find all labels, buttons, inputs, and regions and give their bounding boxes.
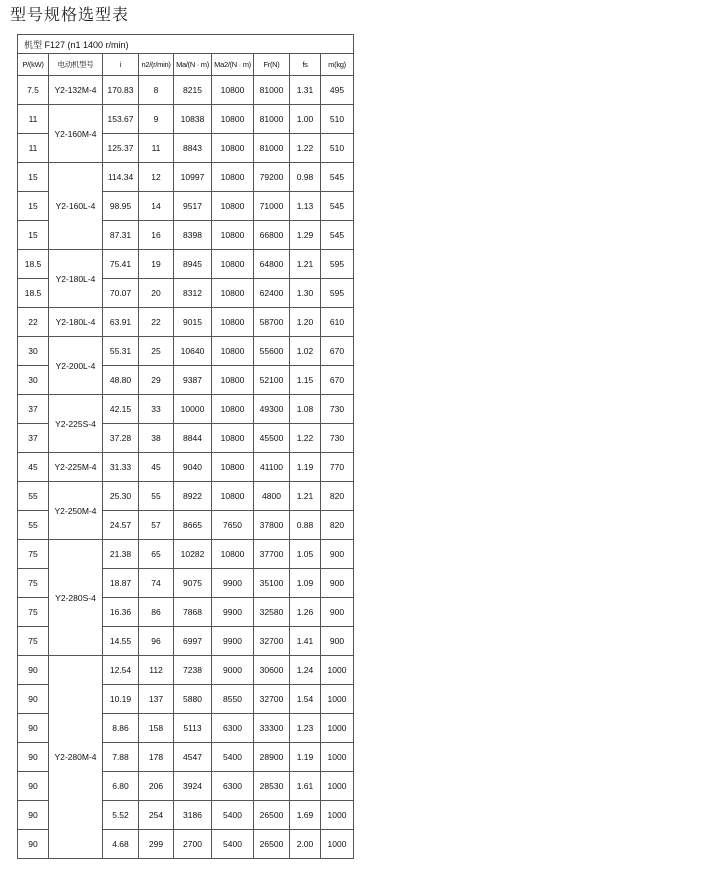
cell-power: 75 [18, 627, 49, 656]
cell-ratio: 125.37 [103, 134, 139, 163]
cell-ratio: 63.91 [103, 308, 139, 337]
header-power: P/(kW) [18, 54, 49, 76]
cell-radial-force: 81000 [254, 105, 290, 134]
cell-output-speed: 86 [139, 598, 174, 627]
cell-torque: 10997 [174, 163, 212, 192]
cell-max-torque: 10800 [212, 192, 254, 221]
cell-motor-model: Y2-160M-4 [49, 105, 103, 163]
cell-output-speed: 12 [139, 163, 174, 192]
cell-power: 90 [18, 743, 49, 772]
cell-output-speed: 14 [139, 192, 174, 221]
cell-mass: 1000 [321, 830, 354, 859]
cell-service-factor: 1.24 [290, 656, 321, 685]
cell-radial-force: 32700 [254, 627, 290, 656]
cell-radial-force: 79200 [254, 163, 290, 192]
cell-max-torque: 10800 [212, 221, 254, 250]
cell-ratio: 10.19 [103, 685, 139, 714]
cell-power: 55 [18, 511, 49, 540]
cell-service-factor: 1.19 [290, 453, 321, 482]
cell-service-factor: 0.88 [290, 511, 321, 540]
cell-ratio: 31.33 [103, 453, 139, 482]
cell-torque: 2700 [174, 830, 212, 859]
cell-service-factor: 0.98 [290, 163, 321, 192]
cell-torque: 8843 [174, 134, 212, 163]
cell-service-factor: 1.22 [290, 134, 321, 163]
cell-ratio: 14.55 [103, 627, 139, 656]
spec-table [17, 34, 354, 859]
cell-power: 15 [18, 192, 49, 221]
cell-mass: 595 [321, 250, 354, 279]
cell-mass: 1000 [321, 801, 354, 830]
cell-radial-force: 81000 [254, 76, 290, 105]
cell-output-speed: 74 [139, 569, 174, 598]
cell-output-speed: 22 [139, 308, 174, 337]
cell-max-torque: 10800 [212, 308, 254, 337]
cell-mass: 1000 [321, 743, 354, 772]
cell-output-speed: 19 [139, 250, 174, 279]
cell-power: 90 [18, 685, 49, 714]
cell-output-speed: 25 [139, 337, 174, 366]
cell-mass: 670 [321, 337, 354, 366]
table-row [18, 482, 354, 511]
table-row [18, 250, 354, 279]
cell-output-speed: 137 [139, 685, 174, 714]
cell-radial-force: 32580 [254, 598, 290, 627]
cell-torque: 10640 [174, 337, 212, 366]
cell-mass: 545 [321, 221, 354, 250]
cell-power: 75 [18, 569, 49, 598]
cell-output-speed: 29 [139, 366, 174, 395]
cell-ratio: 48.80 [103, 366, 139, 395]
cell-service-factor: 1.00 [290, 105, 321, 134]
cell-mass: 545 [321, 163, 354, 192]
cell-output-speed: 20 [139, 279, 174, 308]
cell-mass: 1000 [321, 656, 354, 685]
cell-service-factor: 1.05 [290, 540, 321, 569]
cell-max-torque: 5400 [212, 801, 254, 830]
cell-max-torque: 10800 [212, 279, 254, 308]
cell-max-torque: 5400 [212, 743, 254, 772]
header-row [18, 54, 354, 76]
cell-power: 18.5 [18, 279, 49, 308]
cell-max-torque: 10800 [212, 482, 254, 511]
cell-radial-force: 45500 [254, 424, 290, 453]
cell-service-factor: 1.02 [290, 337, 321, 366]
cell-service-factor: 1.26 [290, 598, 321, 627]
cell-ratio: 21.38 [103, 540, 139, 569]
cell-motor-model: Y2-225M-4 [49, 453, 103, 482]
cell-ratio: 55.31 [103, 337, 139, 366]
cell-torque: 10282 [174, 540, 212, 569]
cell-mass: 510 [321, 105, 354, 134]
cell-mass: 900 [321, 540, 354, 569]
table-row [18, 105, 354, 134]
cell-output-speed: 57 [139, 511, 174, 540]
cell-torque: 8665 [174, 511, 212, 540]
cell-ratio: 8.86 [103, 714, 139, 743]
cell-motor-model: Y2-180L-4 [49, 308, 103, 337]
cell-power: 45 [18, 453, 49, 482]
cell-mass: 730 [321, 424, 354, 453]
cell-torque: 9517 [174, 192, 212, 221]
cell-torque: 6997 [174, 627, 212, 656]
table-row [18, 453, 354, 482]
cell-torque: 8922 [174, 482, 212, 511]
cell-power: 30 [18, 366, 49, 395]
cell-mass: 900 [321, 627, 354, 656]
cell-max-torque: 10800 [212, 424, 254, 453]
cell-motor-model: Y2-280M-4 [49, 656, 103, 859]
cell-max-torque: 10800 [212, 76, 254, 105]
cell-torque: 10838 [174, 105, 212, 134]
cell-mass: 900 [321, 598, 354, 627]
cell-ratio: 25.30 [103, 482, 139, 511]
cell-power: 15 [18, 163, 49, 192]
cell-torque: 8312 [174, 279, 212, 308]
cell-motor-model: Y2-200L-4 [49, 337, 103, 395]
cell-ratio: 87.31 [103, 221, 139, 250]
cell-torque: 8215 [174, 76, 212, 105]
cell-ratio: 98.95 [103, 192, 139, 221]
cell-power: 22 [18, 308, 49, 337]
cell-radial-force: 35100 [254, 569, 290, 598]
cell-power: 55 [18, 482, 49, 511]
cell-output-speed: 11 [139, 134, 174, 163]
cell-radial-force: 62400 [254, 279, 290, 308]
cell-ratio: 5.52 [103, 801, 139, 830]
cell-radial-force: 28530 [254, 772, 290, 801]
cell-output-speed: 55 [139, 482, 174, 511]
header-torque: Ma/(N · m) [174, 54, 212, 76]
cell-ratio: 70.07 [103, 279, 139, 308]
cell-torque: 8844 [174, 424, 212, 453]
cell-motor-model: Y2-280S-4 [49, 540, 103, 656]
cell-service-factor: 1.13 [290, 192, 321, 221]
cell-torque: 4547 [174, 743, 212, 772]
cell-torque: 8945 [174, 250, 212, 279]
table-row [18, 540, 354, 569]
cell-motor-model: Y2-225S-4 [49, 395, 103, 453]
cell-radial-force: 66800 [254, 221, 290, 250]
cell-power: 11 [18, 105, 49, 134]
cell-max-torque: 10800 [212, 134, 254, 163]
cell-radial-force: 37800 [254, 511, 290, 540]
cell-max-torque: 9900 [212, 598, 254, 627]
cell-max-torque: 10800 [212, 337, 254, 366]
cell-motor-model: Y2-160L-4 [49, 163, 103, 250]
cell-service-factor: 1.31 [290, 76, 321, 105]
cell-ratio: 153.67 [103, 105, 139, 134]
cell-mass: 1000 [321, 685, 354, 714]
cell-output-speed: 38 [139, 424, 174, 453]
cell-service-factor: 1.22 [290, 424, 321, 453]
model-row [18, 35, 354, 54]
cell-motor-model: Y2-250M-4 [49, 482, 103, 540]
cell-mass: 820 [321, 511, 354, 540]
cell-torque: 8398 [174, 221, 212, 250]
cell-power: 11 [18, 134, 49, 163]
cell-output-speed: 33 [139, 395, 174, 424]
cell-ratio: 42.15 [103, 395, 139, 424]
cell-radial-force: 81000 [254, 134, 290, 163]
cell-radial-force: 26500 [254, 830, 290, 859]
cell-ratio: 6.80 [103, 772, 139, 801]
cell-power: 15 [18, 221, 49, 250]
cell-output-speed: 9 [139, 105, 174, 134]
cell-torque: 9040 [174, 453, 212, 482]
cell-mass: 610 [321, 308, 354, 337]
cell-ratio: 114.34 [103, 163, 139, 192]
table-row [18, 337, 354, 366]
cell-torque: 7238 [174, 656, 212, 685]
cell-radial-force: 33300 [254, 714, 290, 743]
cell-mass: 820 [321, 482, 354, 511]
cell-output-speed: 206 [139, 772, 174, 801]
cell-service-factor: 1.41 [290, 627, 321, 656]
cell-mass: 510 [321, 134, 354, 163]
cell-mass: 545 [321, 192, 354, 221]
cell-mass: 495 [321, 76, 354, 105]
cell-radial-force: 58700 [254, 308, 290, 337]
cell-mass: 1000 [321, 772, 354, 801]
cell-output-speed: 96 [139, 627, 174, 656]
cell-power: 90 [18, 830, 49, 859]
cell-mass: 770 [321, 453, 354, 482]
cell-power: 75 [18, 540, 49, 569]
cell-ratio: 7.88 [103, 743, 139, 772]
table-row [18, 656, 354, 685]
cell-max-torque: 10800 [212, 250, 254, 279]
cell-radial-force: 55600 [254, 337, 290, 366]
cell-ratio: 24.57 [103, 511, 139, 540]
cell-mass: 730 [321, 395, 354, 424]
cell-max-torque: 10800 [212, 395, 254, 424]
cell-service-factor: 1.29 [290, 221, 321, 250]
header-max-torque: Ma2/(N · m) [212, 54, 254, 76]
cell-radial-force: 41100 [254, 453, 290, 482]
cell-ratio: 37.28 [103, 424, 139, 453]
cell-power: 90 [18, 714, 49, 743]
cell-power: 75 [18, 598, 49, 627]
header-output-speed: n2/(r/min) [139, 54, 174, 76]
cell-service-factor: 1.30 [290, 279, 321, 308]
cell-power: 30 [18, 337, 49, 366]
cell-service-factor: 1.69 [290, 801, 321, 830]
cell-radial-force: 37700 [254, 540, 290, 569]
cell-ratio: 170.83 [103, 76, 139, 105]
cell-radial-force: 52100 [254, 366, 290, 395]
cell-max-torque: 9000 [212, 656, 254, 685]
cell-max-torque: 5400 [212, 830, 254, 859]
cell-radial-force: 4800 [254, 482, 290, 511]
cell-output-speed: 45 [139, 453, 174, 482]
cell-mass: 670 [321, 366, 354, 395]
cell-power: 90 [18, 772, 49, 801]
cell-ratio: 75.41 [103, 250, 139, 279]
cell-service-factor: 1.08 [290, 395, 321, 424]
cell-torque: 7868 [174, 598, 212, 627]
cell-torque: 3186 [174, 801, 212, 830]
cell-service-factor: 1.61 [290, 772, 321, 801]
cell-power: 37 [18, 395, 49, 424]
table-row [18, 76, 354, 105]
cell-output-speed: 16 [139, 221, 174, 250]
cell-service-factor: 1.09 [290, 569, 321, 598]
cell-service-factor: 1.21 [290, 482, 321, 511]
cell-service-factor: 1.21 [290, 250, 321, 279]
cell-mass: 595 [321, 279, 354, 308]
cell-radial-force: 71000 [254, 192, 290, 221]
cell-service-factor: 1.54 [290, 685, 321, 714]
cell-torque: 10000 [174, 395, 212, 424]
cell-output-speed: 8 [139, 76, 174, 105]
cell-radial-force: 28900 [254, 743, 290, 772]
cell-torque: 9075 [174, 569, 212, 598]
page-title: 型号规格选型表 [10, 5, 130, 24]
spec-body [18, 76, 354, 859]
header-mass: m(kg) [321, 54, 354, 76]
cell-max-torque: 8550 [212, 685, 254, 714]
cell-torque: 5880 [174, 685, 212, 714]
cell-service-factor: 1.20 [290, 308, 321, 337]
cell-torque: 5113 [174, 714, 212, 743]
cell-power: 90 [18, 801, 49, 830]
cell-mass: 1000 [321, 714, 354, 743]
cell-output-speed: 299 [139, 830, 174, 859]
cell-max-torque: 9900 [212, 569, 254, 598]
cell-power: 7.5 [18, 76, 49, 105]
cell-service-factor: 1.23 [290, 714, 321, 743]
cell-radial-force: 26500 [254, 801, 290, 830]
cell-max-torque: 10800 [212, 453, 254, 482]
cell-service-factor: 2.00 [290, 830, 321, 859]
cell-power: 90 [18, 656, 49, 685]
cell-service-factor: 1.15 [290, 366, 321, 395]
cell-ratio: 12.54 [103, 656, 139, 685]
cell-max-torque: 10800 [212, 366, 254, 395]
cell-radial-force: 49300 [254, 395, 290, 424]
cell-motor-model: Y2-180L-4 [49, 250, 103, 308]
model-label: 机型 F127 (n1 1400 r/min) [18, 35, 354, 54]
cell-max-torque: 7650 [212, 511, 254, 540]
cell-torque: 9015 [174, 308, 212, 337]
cell-motor-model: Y2-132M-4 [49, 76, 103, 105]
table-row [18, 308, 354, 337]
cell-max-torque: 10800 [212, 540, 254, 569]
cell-max-torque: 10800 [212, 105, 254, 134]
cell-ratio: 4.68 [103, 830, 139, 859]
cell-max-torque: 6300 [212, 714, 254, 743]
cell-mass: 900 [321, 569, 354, 598]
header-radial-force: Fr(N) [254, 54, 290, 76]
cell-max-torque: 9900 [212, 627, 254, 656]
cell-torque: 3924 [174, 772, 212, 801]
header-motor-model: 电动机型号 [49, 54, 103, 76]
cell-radial-force: 64800 [254, 250, 290, 279]
cell-output-speed: 178 [139, 743, 174, 772]
cell-max-torque: 10800 [212, 163, 254, 192]
cell-ratio: 16.36 [103, 598, 139, 627]
cell-power: 18.5 [18, 250, 49, 279]
cell-ratio: 18.87 [103, 569, 139, 598]
cell-output-speed: 254 [139, 801, 174, 830]
header-service-factor: fs [290, 54, 321, 76]
table-row [18, 163, 354, 192]
cell-max-torque: 6300 [212, 772, 254, 801]
cell-radial-force: 32700 [254, 685, 290, 714]
header-ratio: i [103, 54, 139, 76]
cell-output-speed: 158 [139, 714, 174, 743]
cell-radial-force: 30600 [254, 656, 290, 685]
cell-power: 37 [18, 424, 49, 453]
table-row [18, 395, 354, 424]
cell-output-speed: 112 [139, 656, 174, 685]
cell-service-factor: 1.19 [290, 743, 321, 772]
cell-torque: 9387 [174, 366, 212, 395]
cell-output-speed: 65 [139, 540, 174, 569]
